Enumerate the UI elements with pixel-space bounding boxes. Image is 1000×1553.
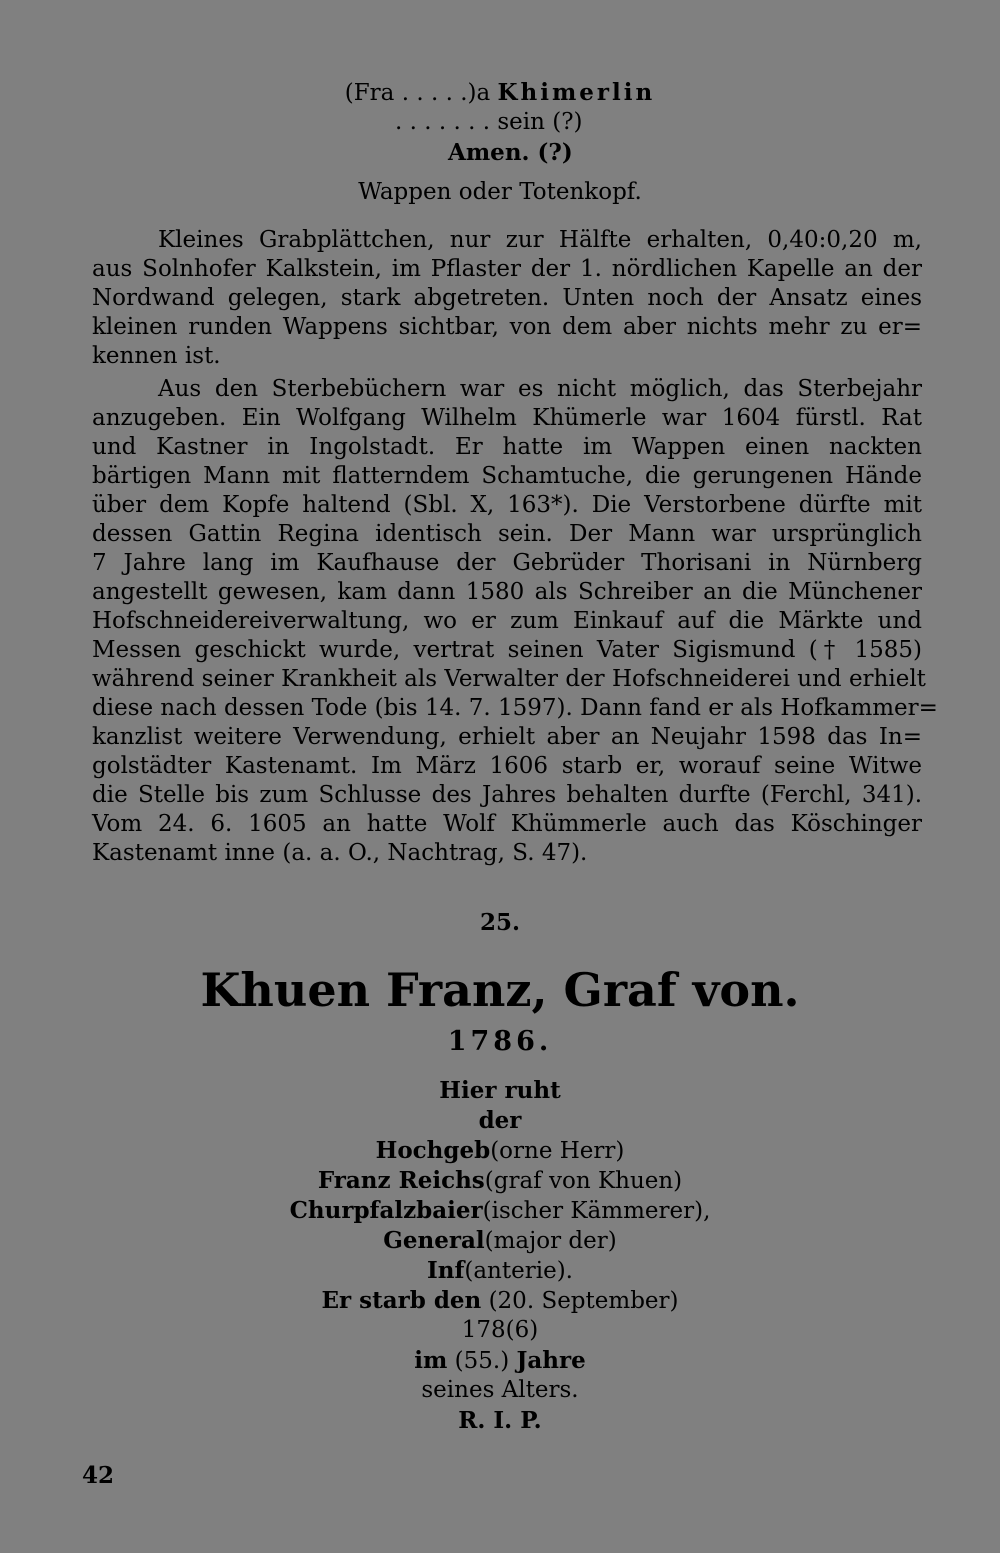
inscription-line-2: . . . . . . . sein (?) [395, 109, 583, 135]
page-number: 42 [82, 1462, 115, 1489]
wappen-line: Wappen oder Totenkopf. [358, 179, 642, 205]
section-title: Khuen Franz, Graf von. [200, 963, 800, 1017]
history-line: Kastenamt inne (a. a. O., Nachtrag, S. 47). [92, 840, 588, 866]
description-line: kleinen runden Wappens sichtbar, von dem aber nichts mehr zu er= [92, 314, 922, 340]
description-line: kennen ist. [92, 343, 221, 369]
history-line: 7 Jahre lang im Kaufhause der Gebrüder Thorisani in Nürnberg [92, 550, 922, 576]
inscription-name: Khimerlin [497, 79, 656, 106]
epitaph-line: Churpfalzbaier(ischer Kämmerer), [289, 1197, 711, 1224]
inscription-line-1 [0, 78, 1000, 108]
history-line: Messen geschickt wurde, vertrat seinen Vater Sigismund († 1585) [92, 637, 922, 663]
history-line: diese nach dessen Tode (bis 14. 7. 1597). Dann fand er als Hofkammer= [92, 695, 938, 721]
history-line: kanzlist weitere Verwendung, erhielt aber an Neujahr 1598 das In= [92, 724, 922, 750]
history-line: dessen Gattin Regina identisch sein. Der Mann war ursprünglich [92, 521, 922, 547]
history-line: Vom 24. 6. 1605 an hatte Wolf Khümmerle auch das Köschinger [92, 811, 922, 837]
history-line: bärtigen Mann mit flatterndem Schamtuche, die gerungenen Hände [92, 463, 922, 489]
epitaph-line: 178(6) [461, 1317, 539, 1343]
description-line: aus Solnhofer Kalkstein, im Pflaster der 1. nördlichen Kapelle an der [92, 256, 922, 282]
history-line: Aus den Sterbebüchern war es nicht möglich, das Sterbejahr [158, 376, 922, 402]
section-number: 25. [479, 909, 520, 936]
history-line: anzugeben. Ein Wolfgang Wilhelm Khümerle war 1604 fürstl. Rat [92, 405, 922, 431]
epitaph-line: im (55.) Jahre [414, 1347, 586, 1374]
history-line: Hofschneidereiverwaltung, wo er zum Einkauf auf die Märkte und [92, 608, 922, 634]
epitaph-line: seines Alters. [421, 1377, 579, 1403]
epitaph-line: Inf(anterie). [427, 1257, 573, 1284]
epitaph-line: Hochgeb(orne Herr) [375, 1137, 625, 1164]
history-line: die Stelle bis zum Schlusse des Jahres behalten durfte (Ferchl, 341). [92, 782, 922, 808]
epitaph-line: R. I. P. [458, 1407, 542, 1434]
epitaph-line: Er starb den (20. September) [321, 1287, 679, 1314]
epitaph-line: General(major der) [383, 1227, 617, 1254]
epitaph-line: der [478, 1107, 522, 1134]
history-line: angestellt gewesen, kam dann 1580 als Schreiber an die Münchener [92, 579, 922, 605]
history-line: über dem Kopfe haltend (Sbl. X, 163*). Die Verstorbene dürfte mit [92, 492, 922, 518]
description-line: Nordwand gelegen, stark abgetreten. Unten noch der Ansatz eines [92, 285, 922, 311]
section-year: 1786. [447, 1026, 553, 1057]
history-line: während seiner Krankheit als Verwalter der Hofschneiderei und erhielt [92, 666, 926, 692]
inscription-line-3: Amen. (?) [448, 139, 573, 166]
history-line: golstädter Kastenamt. Im März 1606 starb er, worauf seine Witwe [92, 753, 922, 779]
epitaph-line: Hier ruht [439, 1077, 561, 1104]
history-line: und Kastner in Ingolstadt. Er hatte im Wappen einen nackten [92, 434, 922, 460]
description-line: Kleines Grabplättchen, nur zur Hälfte erhalten, 0,40:0,20 m, [158, 227, 922, 253]
inscription-name-prefix: (Fra . . . . .)a [344, 80, 498, 106]
epitaph-line: Franz Reichs(graf von Khuen) [317, 1167, 683, 1194]
